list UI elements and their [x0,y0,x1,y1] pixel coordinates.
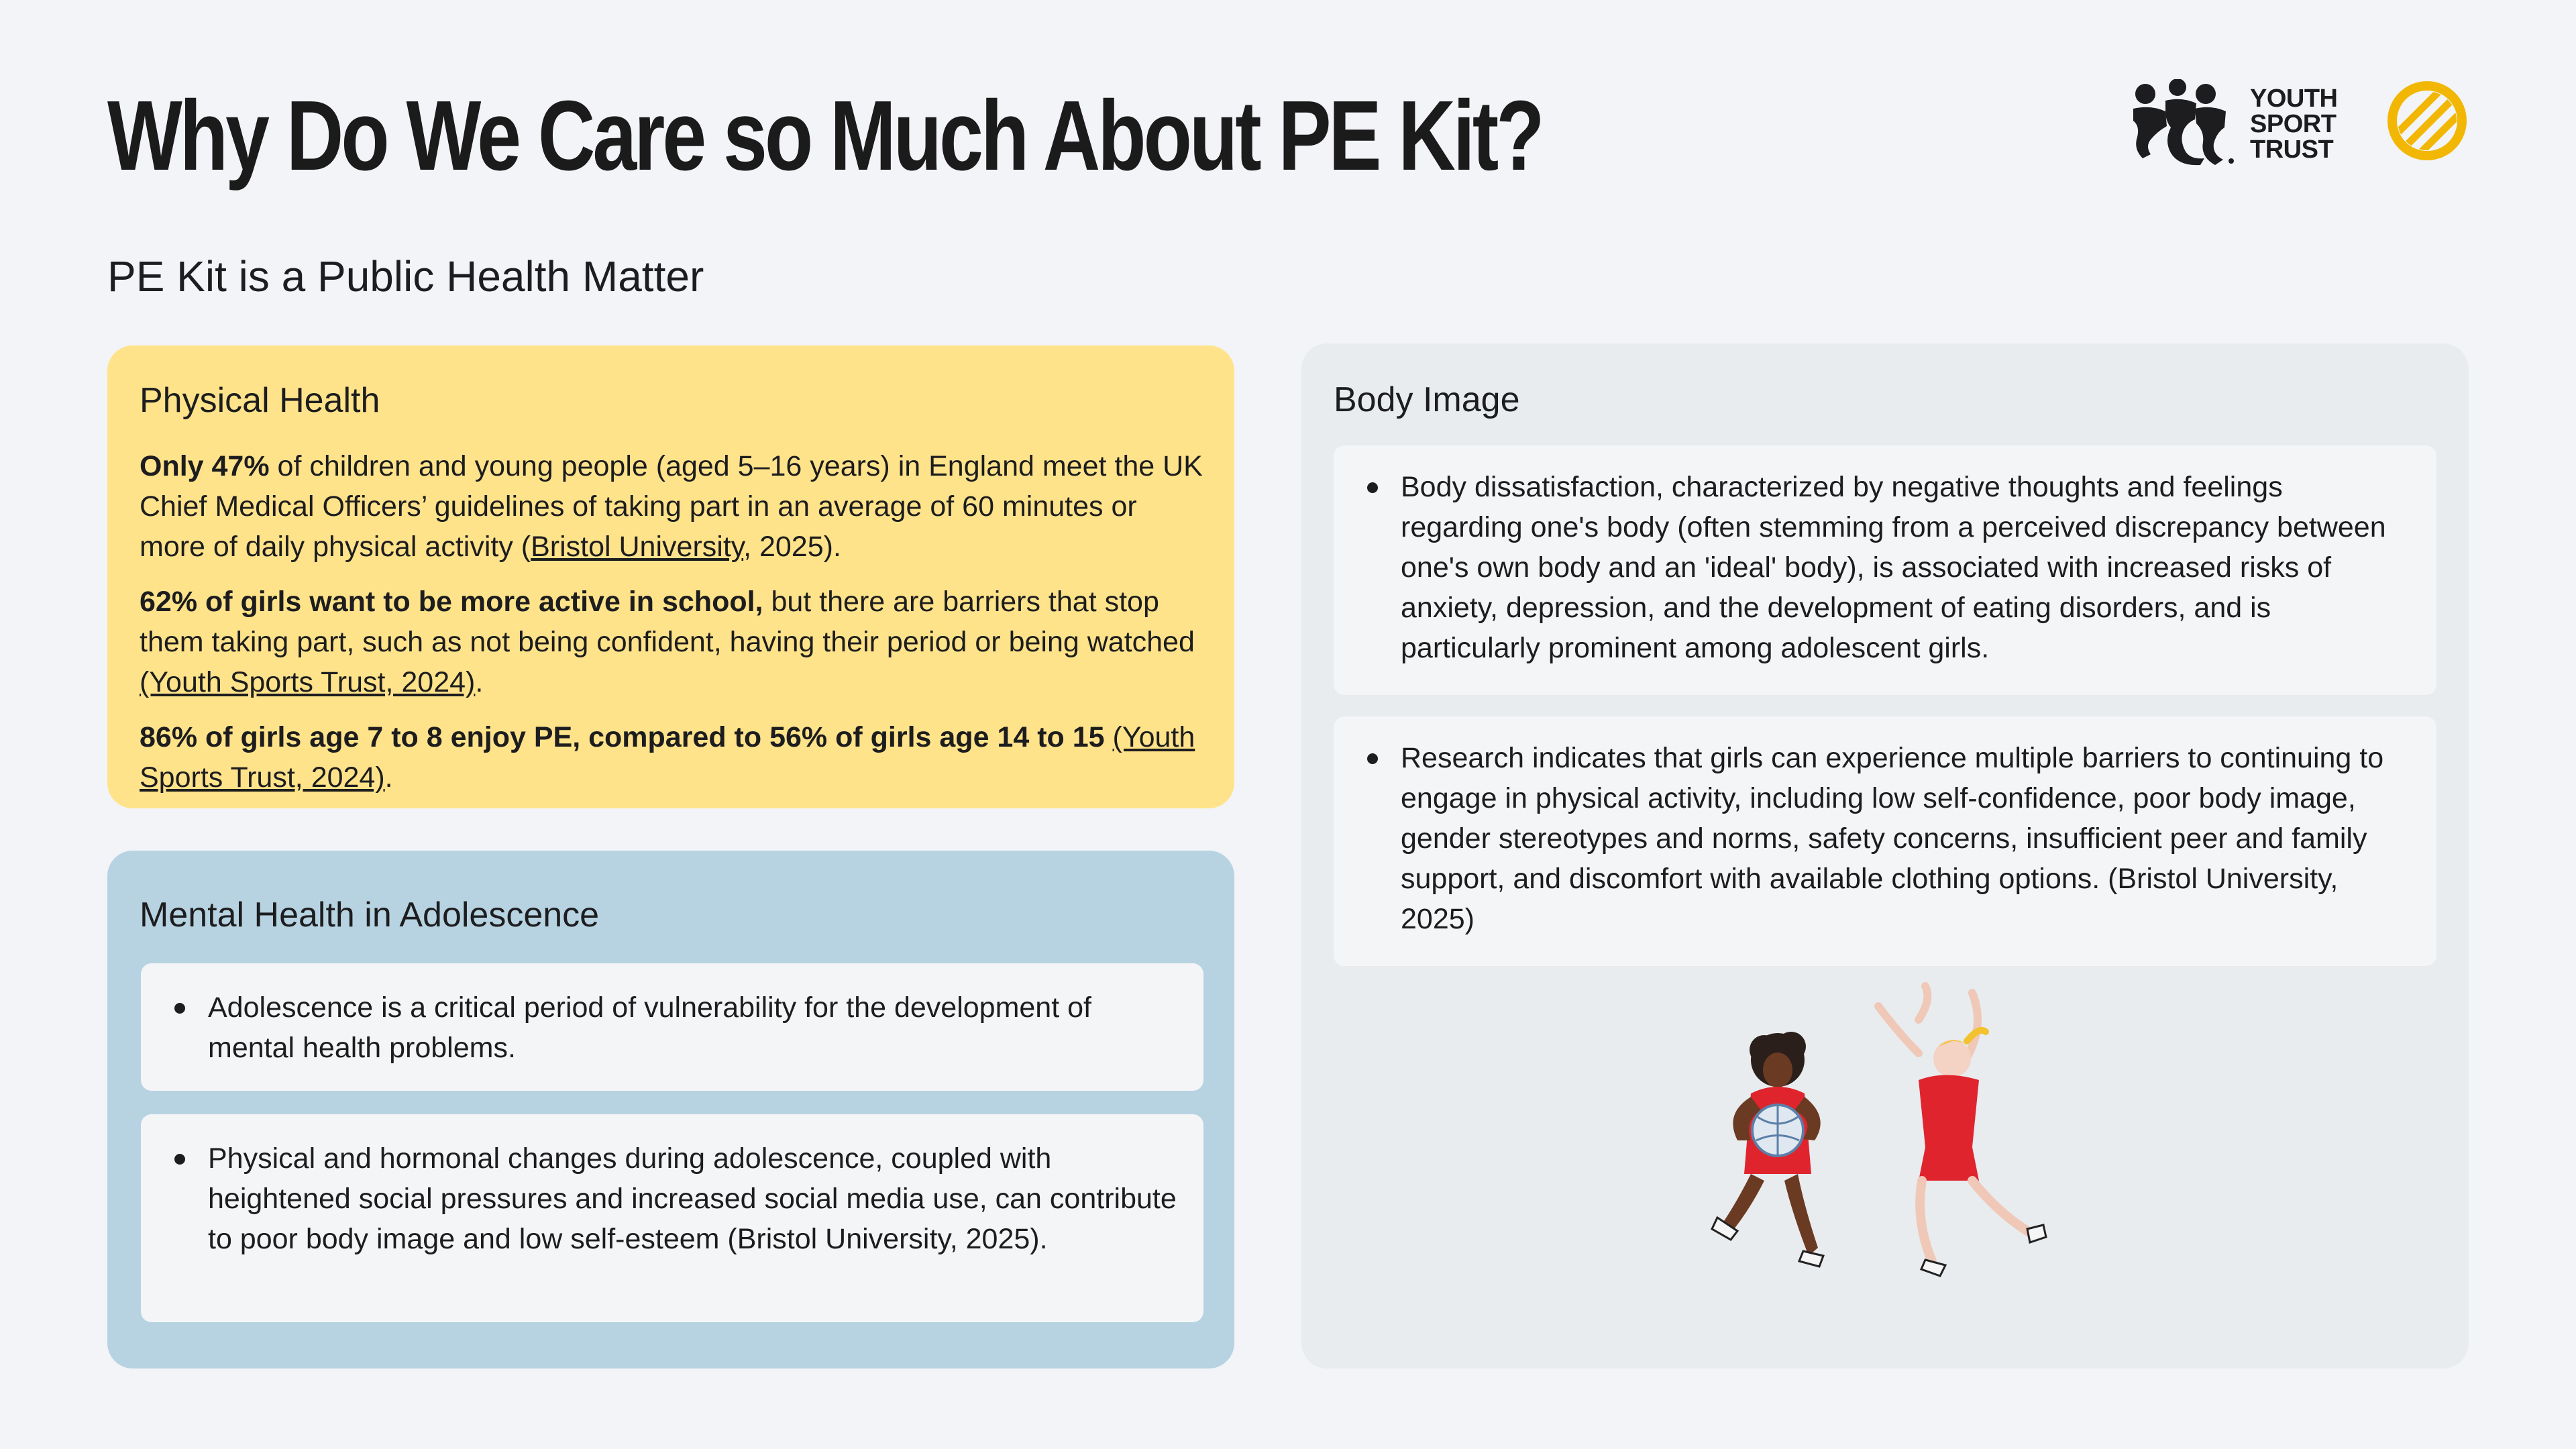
list-item-text: Adolescence is a critical period of vulnerability for the development of mental health problems. [208,991,1091,1064]
logo-word-sport: SPORT [2250,110,2337,138]
physical-health-card [107,345,1234,808]
circle-stripes-logo-icon [2385,79,2469,162]
list-item [141,963,1203,1091]
mental-health-card [107,851,1234,1368]
body-image-title: Body Image [1334,380,1520,419]
paragraph-text: , 2025). [743,531,841,563]
source-link-yst[interactable]: (Youth Sports Trust, 2024) [140,721,1195,794]
page-title: Why Do We Care so Much About PE Kit? [107,80,1542,191]
list-item-text: Physical and hormonal changes during adolescence, coupled with heightened social pressures and increased social media use, can contribute to poor body image and low self-esteem (Bristol University, 2025). [208,1142,1177,1255]
bullet-icon [1367,753,1378,764]
paragraph-text: . [475,666,484,698]
bullet-icon [174,1154,185,1165]
physical-health-title: Physical Health [140,381,380,420]
stat-highlight: Only 47% [140,450,270,482]
youth-sport-trust-logo [2131,79,2345,166]
list-item [141,1114,1203,1322]
stat-paragraph-2 [140,582,1206,702]
paragraph-text: of children and young people (aged 5–16 years) in England meet the UK Chief Medical Officers’ guidelines of taking part in an average of 60 minutes or more of daily physical activity ( [140,450,1203,563]
physical-health-text [140,446,1206,812]
bullet-icon [1367,482,1378,493]
mental-health-title: Mental Health in Adolescence [140,896,600,934]
source-link-bristol[interactable]: Bristol University [531,531,744,563]
youth-sport-trust-mark-icon [2131,79,2251,166]
stat-paragraph-1 [140,446,1206,567]
girls-playing-netball-illustration-icon [1650,979,2106,1328]
paragraph-text: . [384,761,393,794]
section-subtitle: PE Kit is a Public Health Matter [107,252,704,301]
bullet-icon [174,1003,185,1014]
paragraph-text: but there are barriers that stop them taking part, such as not being confident, having their period or being watched [140,586,1195,658]
list-item [1334,445,2436,695]
logo-word-youth: YOUTH [2250,85,2338,113]
logo-word-trust: TRUST [2250,136,2334,164]
girl-jumping-figure [1878,986,2046,1276]
list-item [1334,716,2436,966]
list-item-text: Research indicates that girls can experience multiple barriers to continuing to engage in physical activity, including low self-confidence, poor body image, gender stereotypes and norms, safety concerns, insufficient peer and family support, and discomfort with available clothing options. (Bristol University, 2025) [1401,742,2384,935]
girl-with-ball-figure [1712,1032,1823,1267]
stat-paragraph-3 [140,717,1206,798]
stat-highlight: 62% of girls want to be more active in school, [140,586,763,618]
paragraph-text [1105,721,1113,753]
list-item-text: Body dissatisfaction, characterized by negative thoughts and feelings regarding one's body (often stemming from a perceived discrepancy between one's own body and an 'ideal' body), is associated with increased risks of anxiety, depression, and the development of eating disorders, and is particularly prominent among adolescent girls. [1401,471,2386,664]
source-link-yst[interactable]: (Youth Sports Trust, 2024) [140,666,476,698]
stat-highlight: 86% of girls age 7 to 8 enjoy PE, compared to 56% of girls age 14 to 15 [140,721,1105,753]
